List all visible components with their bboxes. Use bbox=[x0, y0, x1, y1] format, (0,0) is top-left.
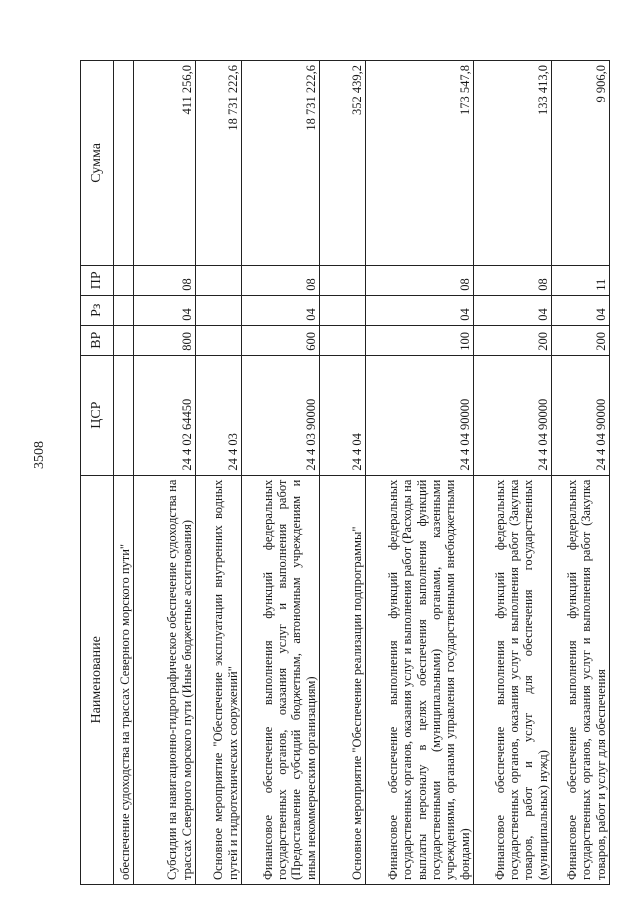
table-row bbox=[196, 61, 242, 885]
row-rz bbox=[320, 295, 366, 325]
row-csr: 24 4 03 90000 bbox=[242, 355, 320, 475]
row-pr: 08 bbox=[242, 265, 320, 295]
row-vr bbox=[320, 325, 366, 355]
budget-table bbox=[80, 60, 610, 885]
row-name: Субсидии на навигационно-гидрографическое обеспечение судоходства на трассах Северного морского пути (Иные бюджетные ассигнования) bbox=[134, 475, 196, 884]
header-name: Наименование bbox=[81, 475, 114, 884]
row-pr: 08 bbox=[474, 265, 552, 295]
row-rz: 04 bbox=[242, 295, 320, 325]
table-row bbox=[320, 61, 366, 885]
row-vr: 100 bbox=[366, 325, 474, 355]
row-sum bbox=[114, 61, 134, 266]
row-vr bbox=[196, 325, 242, 355]
row-sum: 133 413,0 bbox=[474, 61, 552, 266]
row-vr: 200 bbox=[474, 325, 552, 355]
header-vr: ВР bbox=[81, 325, 114, 355]
row-csr: 24 4 04 90000 bbox=[366, 355, 474, 475]
header-rz: Рз bbox=[81, 295, 114, 325]
row-vr: 800 bbox=[134, 325, 196, 355]
row-pr: 08 bbox=[134, 265, 196, 295]
row-sum: 9 906,0 bbox=[552, 61, 610, 266]
row-csr: 24 4 04 90000 bbox=[552, 355, 610, 475]
row-csr: 24 4 03 bbox=[196, 355, 242, 475]
row-rz: 04 bbox=[366, 295, 474, 325]
row-vr: 200 bbox=[552, 325, 610, 355]
row-name: Основное мероприятие "Обеспечение эксплуатации внутренних водных путей и гидротехнических сооружений" bbox=[196, 475, 242, 884]
table-header-row bbox=[81, 61, 114, 885]
table-row bbox=[474, 61, 552, 885]
row-sum: 411 256,0 bbox=[134, 61, 196, 266]
row-csr: 24 4 02 64450 bbox=[134, 355, 196, 475]
rotated-page bbox=[80, 60, 615, 885]
table-row bbox=[366, 61, 474, 885]
row-vr: 600 bbox=[242, 325, 320, 355]
row-rz bbox=[196, 295, 242, 325]
row-csr bbox=[114, 355, 134, 475]
table-row bbox=[134, 61, 196, 885]
row-rz: 04 bbox=[134, 295, 196, 325]
row-pr bbox=[196, 265, 242, 295]
row-sum: 18 731 222,6 bbox=[242, 61, 320, 266]
table-row bbox=[242, 61, 320, 885]
page-number: 3508 bbox=[32, 441, 47, 469]
row-pr: 11 bbox=[552, 265, 610, 295]
row-vr bbox=[114, 325, 134, 355]
row-csr: 24 4 04 90000 bbox=[474, 355, 552, 475]
row-sum: 173 547,8 bbox=[366, 61, 474, 266]
row-rz: 04 bbox=[552, 295, 610, 325]
header-pr: ПР bbox=[81, 265, 114, 295]
row-rz bbox=[114, 295, 134, 325]
header-sum: Сумма bbox=[81, 61, 114, 266]
row-sum: 18 731 222,6 bbox=[196, 61, 242, 266]
table-row bbox=[552, 61, 610, 885]
row-name: Финансовое обеспечение выполнения функций федеральных государственных органов, оказания услуг и выполнения работ (Предоставление субсидий бюджетным, автономным учреждениям и иным некоммерческим организациям) bbox=[242, 475, 320, 884]
table-row bbox=[114, 61, 134, 885]
row-pr bbox=[320, 265, 366, 295]
row-pr: 08 bbox=[366, 265, 474, 295]
row-pr bbox=[114, 265, 134, 295]
row-name: Финансовое обеспечение выполнения функций федеральных государственных органов, оказания услуг и выполнения работ (Закупка товаров, работ и услуг для обеспечения bbox=[552, 475, 610, 884]
header-csr: ЦСР bbox=[81, 355, 114, 475]
row-csr: 24 4 04 bbox=[320, 355, 366, 475]
row-name: обеспечение судоходства на трассах Северного морского пути" bbox=[114, 475, 134, 884]
row-name: Финансовое обеспечение выполнения функций федеральных государственных органов, оказания услуг и выполнения работ (Закупка товаров, работ и услуг для обеспечения государственных (муниципальных) нужд) bbox=[474, 475, 552, 884]
row-name: Основное мероприятие "Обеспечение реализации подпрограммы" bbox=[320, 475, 366, 884]
row-sum: 352 439,2 bbox=[320, 61, 366, 266]
row-name: Финансовое обеспечение выполнения функций федеральных государственных органов, оказания услуг и выполнения работ (Расходы на выплаты персоналу в целях обеспечения выполнения функций государственными (муниципальными) органами, казенными учреждениями, органами управления государственными внебюджетными фондами) bbox=[366, 475, 474, 884]
row-rz: 04 bbox=[474, 295, 552, 325]
